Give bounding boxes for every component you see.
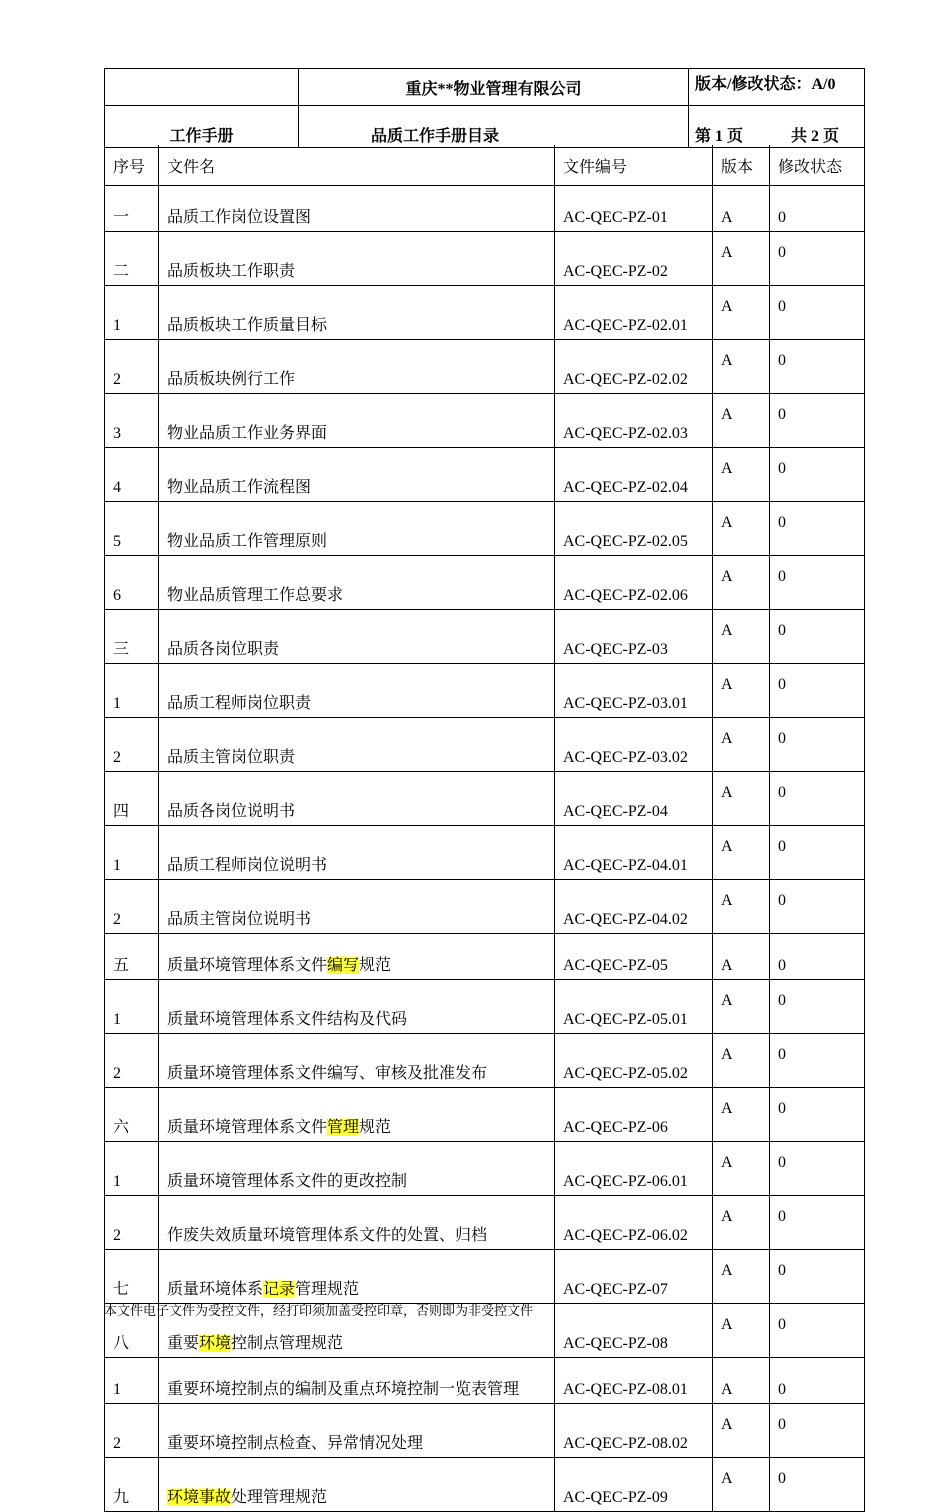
document-revision: 0	[770, 1196, 865, 1250]
document-version: A	[713, 394, 770, 448]
table-row	[105, 1358, 865, 1404]
document-name-segment: 控制点管理规范	[231, 1335, 344, 1352]
document-name	[159, 1088, 555, 1142]
document-name	[159, 826, 555, 880]
table-row	[105, 286, 865, 340]
column-header-revision: 修改状态	[770, 145, 865, 186]
document-code: AC-QEC-PZ-05.01	[555, 980, 713, 1034]
document-code: AC-QEC-PZ-02.02	[555, 340, 713, 394]
table-row	[105, 502, 865, 556]
table-row	[105, 980, 865, 1034]
row-number: 七	[105, 1250, 159, 1304]
table-row	[105, 1404, 865, 1458]
document-version: A	[713, 610, 770, 664]
document-revision: 0	[770, 880, 865, 934]
document-name-segment: 质量环境管理体系文件的更改控制	[167, 1173, 408, 1190]
document-name-segment: 品质板块例行工作	[167, 371, 296, 388]
footer-note: 本文件电子文件为受控文件，经打印须加盖受控印章，否则即为非受控文件	[104, 1303, 534, 1318]
document-version: A	[713, 980, 770, 1034]
manual-label: 工作手册	[105, 106, 299, 148]
row-number: 1	[105, 1358, 159, 1404]
document-name	[159, 448, 555, 502]
document-name-segment: 处理管理规范	[231, 1489, 328, 1506]
document-name	[159, 232, 555, 286]
document-name-segment: 物业品质工作管理原则	[167, 533, 328, 550]
document-code: AC-QEC-PZ-05.02	[555, 1034, 713, 1088]
document-name	[159, 1142, 555, 1196]
document-name	[159, 394, 555, 448]
document-revision: 0	[770, 186, 865, 232]
table-row	[105, 1196, 865, 1250]
document-name-segment: 物业品质工作业务界面	[167, 425, 328, 442]
document-name	[159, 186, 555, 232]
row-number: 1	[105, 664, 159, 718]
document-version: A	[713, 826, 770, 880]
document-version: A	[713, 1404, 770, 1458]
document-version: A	[713, 880, 770, 934]
document-name	[159, 880, 555, 934]
document-name	[159, 772, 555, 826]
document-revision: 0	[770, 1250, 865, 1304]
table-row	[105, 1250, 865, 1304]
row-number: 2	[105, 1404, 159, 1458]
table-row	[105, 556, 865, 610]
document-name-segment: 重要环境控制点的编制及重点环境控制一览表管理	[167, 1381, 520, 1398]
row-number: 三	[105, 610, 159, 664]
highlighted-text: 环境事故	[167, 1489, 232, 1506]
document-name-segment: 物业品质管理工作总要求	[167, 587, 344, 604]
document-revision: 0	[770, 448, 865, 502]
document-name-segment: 品质板块工作质量目标	[167, 317, 328, 334]
row-number: 八	[105, 1304, 159, 1358]
row-number: 6	[105, 556, 159, 610]
document-version: A	[713, 1034, 770, 1088]
document-name-segment: 作废失效质量环境管理体系文件的处置、归档	[167, 1227, 488, 1244]
table-row	[105, 718, 865, 772]
document-name	[159, 286, 555, 340]
document-version: A	[713, 718, 770, 772]
document-revision: 0	[770, 232, 865, 286]
document-name	[159, 502, 555, 556]
document-code: AC-QEC-PZ-02	[555, 232, 713, 286]
document-name	[159, 1404, 555, 1458]
document-name-segment: 规范	[359, 957, 392, 974]
document-version: A	[713, 934, 770, 980]
row-number: 2	[105, 718, 159, 772]
document-code: AC-QEC-PZ-02.05	[555, 502, 713, 556]
column-header-no: 序号	[105, 145, 159, 186]
table-row	[105, 1458, 865, 1512]
page-number: 第 1 页	[695, 128, 744, 145]
document-name-segment: 品质工程师岗位职责	[167, 695, 312, 712]
document-name-segment: 质量环境管理体系文件结构及代码	[167, 1011, 408, 1028]
document-revision: 0	[770, 934, 865, 980]
table-row	[105, 1034, 865, 1088]
document-name-segment: 品质主管岗位职责	[167, 749, 296, 766]
document-revision: 0	[770, 772, 865, 826]
document-name	[159, 1250, 555, 1304]
document-name	[159, 934, 555, 980]
table-row	[105, 934, 865, 980]
document-version: A	[713, 1142, 770, 1196]
document-version: A	[713, 1196, 770, 1250]
document-name-segment: 品质主管岗位说明书	[167, 911, 312, 928]
document-revision: 0	[770, 980, 865, 1034]
document-name-segment: 质量环境管理体系文件	[167, 957, 328, 974]
document-revision: 0	[770, 1034, 865, 1088]
row-number: 5	[105, 502, 159, 556]
document-revision: 0	[770, 664, 865, 718]
row-number: 2	[105, 1196, 159, 1250]
row-number: 1	[105, 1142, 159, 1196]
row-number: 1	[105, 980, 159, 1034]
document-code: AC-QEC-PZ-02.06	[555, 556, 713, 610]
document-name-segment: 规范	[359, 1119, 392, 1136]
column-header-code: 文件编号	[555, 145, 713, 186]
document-revision: 0	[770, 340, 865, 394]
document-code: AC-QEC-PZ-02.01	[555, 286, 713, 340]
document-name	[159, 610, 555, 664]
document-name-segment: 品质工作岗位设置图	[167, 209, 312, 226]
document-code: AC-QEC-PZ-04.02	[555, 880, 713, 934]
document-version: A	[713, 1358, 770, 1404]
table-row	[105, 826, 865, 880]
document-revision: 0	[770, 1304, 865, 1358]
document-revision: 0	[770, 1458, 865, 1512]
document-code: AC-QEC-PZ-01	[555, 186, 713, 232]
table-row	[105, 232, 865, 286]
document-code: AC-QEC-PZ-06.02	[555, 1196, 713, 1250]
document-version: A	[713, 232, 770, 286]
document-name-segment: 品质板块工作职责	[167, 263, 296, 280]
row-number: 2	[105, 880, 159, 934]
row-number: 六	[105, 1088, 159, 1142]
document-code: AC-QEC-PZ-03.01	[555, 664, 713, 718]
row-number: 1	[105, 826, 159, 880]
document-code: AC-QEC-PZ-03	[555, 610, 713, 664]
document-code: AC-QEC-PZ-04.01	[555, 826, 713, 880]
document-name-segment: 重要环境控制点检查、异常情况处理	[167, 1435, 424, 1452]
company-name: 重庆**物业管理有限公司	[299, 69, 689, 106]
document-version: A	[713, 186, 770, 232]
document-version: A	[713, 448, 770, 502]
column-header-version: 版本	[713, 145, 770, 186]
page-info	[689, 106, 865, 148]
column-header-name: 文件名	[159, 145, 555, 186]
document-version: A	[713, 664, 770, 718]
document-version: A	[713, 1458, 770, 1512]
table-row	[105, 880, 865, 934]
page-total: 共 2 页	[791, 128, 840, 145]
row-number: 1	[105, 286, 159, 340]
row-number: 五	[105, 934, 159, 980]
table-row	[105, 1088, 865, 1142]
document-revision: 0	[770, 610, 865, 664]
highlighted-text: 编写	[327, 957, 360, 974]
document-code: AC-QEC-PZ-04	[555, 772, 713, 826]
document-revision: 0	[770, 394, 865, 448]
document-name-segment: 质量环境管理体系文件编写、审核及批准发布	[167, 1065, 488, 1082]
document-name	[159, 340, 555, 394]
document-code: AC-QEC-PZ-05	[555, 934, 713, 980]
table-row	[105, 448, 865, 502]
document-code: AC-QEC-PZ-06.01	[555, 1142, 713, 1196]
row-number: 九	[105, 1458, 159, 1512]
document-code: AC-QEC-PZ-08.02	[555, 1404, 713, 1458]
table-row	[105, 1142, 865, 1196]
highlighted-text: 管理	[327, 1119, 360, 1136]
document-revision: 0	[770, 1358, 865, 1404]
document-name-segment: 品质工程师岗位说明书	[167, 857, 328, 874]
row-number: 2	[105, 340, 159, 394]
table-row	[105, 394, 865, 448]
version-state: 版本/修改状态：A/0	[689, 69, 865, 106]
document-version: A	[713, 1088, 770, 1142]
document-revision: 0	[770, 556, 865, 610]
document-name-segment: 质量环境体系	[167, 1281, 264, 1298]
table-header-row	[105, 145, 865, 186]
highlighted-text: 记录	[263, 1281, 296, 1298]
document-name	[159, 980, 555, 1034]
row-number: 二	[105, 232, 159, 286]
document-name-segment: 管理规范	[295, 1281, 360, 1298]
row-number: 2	[105, 1034, 159, 1088]
document-header	[104, 68, 865, 148]
document-version: A	[713, 502, 770, 556]
document-version: A	[713, 1250, 770, 1304]
row-number: 3	[105, 394, 159, 448]
document-code: AC-QEC-PZ-02.03	[555, 394, 713, 448]
document-name-segment: 品质各岗位说明书	[167, 803, 296, 820]
document-revision: 0	[770, 502, 865, 556]
document-name	[159, 664, 555, 718]
document-version: A	[713, 772, 770, 826]
table-row	[105, 610, 865, 664]
document-name	[159, 1458, 555, 1512]
document-code: AC-QEC-PZ-09	[555, 1458, 713, 1512]
document-revision: 0	[770, 286, 865, 340]
document-revision: 0	[770, 718, 865, 772]
highlighted-text: 环境	[199, 1335, 232, 1352]
table-row	[105, 664, 865, 718]
table-row	[105, 186, 865, 232]
document-revision: 0	[770, 1142, 865, 1196]
row-number: 一	[105, 186, 159, 232]
document-name-segment: 重要	[167, 1335, 200, 1352]
document-name	[159, 1196, 555, 1250]
document-code: AC-QEC-PZ-06	[555, 1088, 713, 1142]
document-name-segment: 品质各岗位职责	[167, 641, 280, 658]
table-row	[105, 340, 865, 394]
document-code: AC-QEC-PZ-07	[555, 1250, 713, 1304]
header-blank-cell	[105, 69, 299, 106]
document-revision: 0	[770, 1404, 865, 1458]
document-code: AC-QEC-PZ-08.01	[555, 1358, 713, 1404]
document-version: A	[713, 286, 770, 340]
document-name	[159, 1034, 555, 1088]
table-row	[105, 772, 865, 826]
row-number: 4	[105, 448, 159, 502]
document-name	[159, 1358, 555, 1404]
document-version: A	[713, 340, 770, 394]
catalog-title: 品质工作手册目录	[299, 106, 689, 148]
document-revision: 0	[770, 826, 865, 880]
document-version: A	[713, 556, 770, 610]
document-name-segment: 质量环境管理体系文件	[167, 1119, 328, 1136]
document-revision: 0	[770, 1088, 865, 1142]
row-number: 四	[105, 772, 159, 826]
document-name	[159, 718, 555, 772]
document-code: AC-QEC-PZ-02.04	[555, 448, 713, 502]
document-code: AC-QEC-PZ-03.02	[555, 718, 713, 772]
document-code: AC-QEC-PZ-08	[555, 1304, 713, 1358]
document-version: A	[713, 1304, 770, 1358]
document-name-segment: 物业品质工作流程图	[167, 479, 312, 496]
document-name	[159, 556, 555, 610]
